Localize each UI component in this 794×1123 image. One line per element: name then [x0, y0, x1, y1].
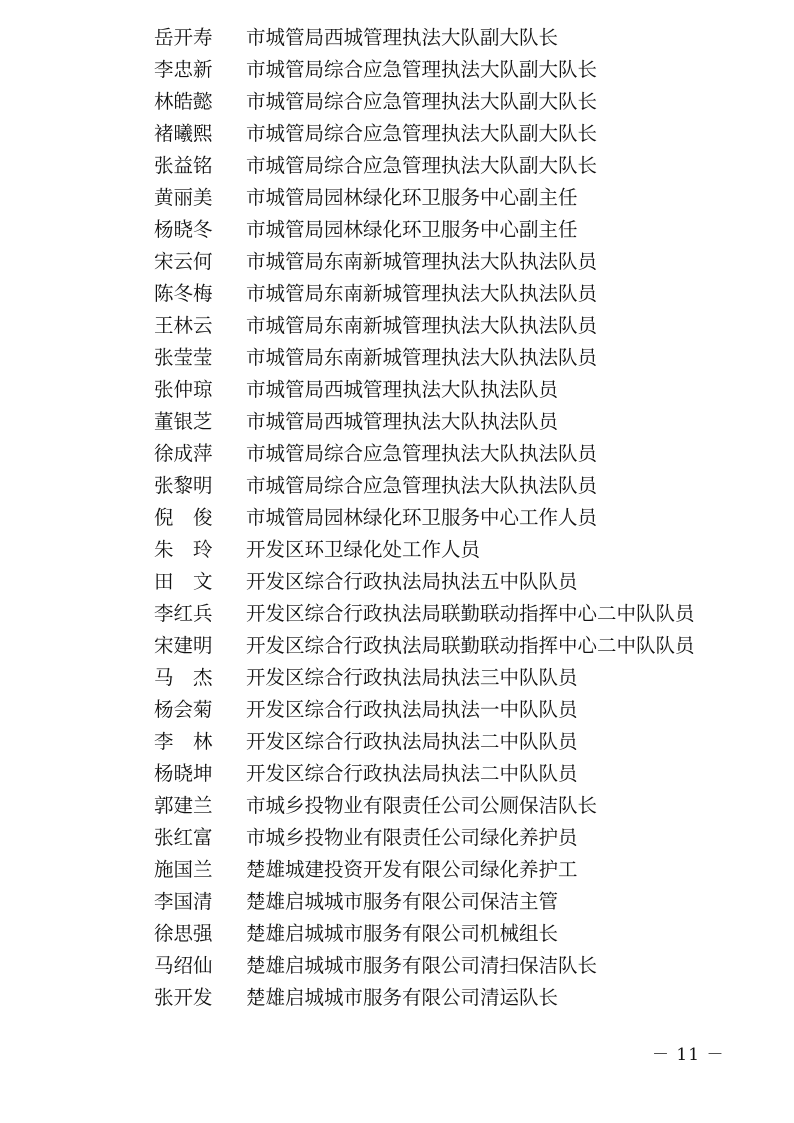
person-name: 宋建明 — [154, 634, 213, 657]
person-title: 市城管局东南新城管理执法大队执法队员 — [246, 346, 598, 369]
person-title: 楚雄城建投资开发有限公司绿化养护工 — [246, 858, 578, 881]
person-name: 张红富 — [154, 826, 213, 849]
list-item — [154, 214, 674, 246]
person-title: 开发区综合行政执法局执法二中队队员 — [246, 762, 578, 785]
list-item — [154, 150, 674, 182]
list-item — [154, 374, 674, 406]
list-item — [154, 982, 674, 1014]
list-item — [154, 310, 674, 342]
person-title: 楚雄启城城市服务有限公司清扫保洁队长 — [246, 954, 598, 977]
person-name: 杨会菊 — [154, 698, 213, 721]
list-item — [154, 630, 695, 662]
list-item — [154, 246, 674, 278]
list-item — [154, 662, 674, 694]
list-item — [154, 534, 674, 566]
person-title: 市城管局园林绿化环卫服务中心副主任 — [246, 218, 578, 241]
person-title: 市城管局园林绿化环卫服务中心工作人员 — [246, 506, 598, 529]
list-item — [154, 182, 674, 214]
person-title: 市城管局西城管理执法大队副大队长 — [246, 26, 559, 49]
list-item — [154, 854, 674, 886]
person-name: 马绍仙 — [154, 954, 213, 977]
list-item — [154, 790, 674, 822]
list-item — [154, 342, 674, 374]
person-name: 宋云何 — [154, 250, 213, 273]
list-item — [154, 470, 674, 502]
person-name: 朱 玲 — [154, 538, 213, 561]
person-name: 李忠新 — [154, 58, 213, 81]
person-name: 张开发 — [154, 986, 213, 1009]
person-name: 董银芝 — [154, 410, 213, 433]
person-name: 倪 俊 — [154, 506, 213, 529]
person-name: 张黎明 — [154, 474, 213, 497]
person-title: 市城管局东南新城管理执法大队执法队员 — [246, 282, 598, 305]
page-number: － 11 － — [652, 1045, 725, 1065]
person-title: 楚雄启城城市服务有限公司清运队长 — [246, 986, 559, 1009]
person-title: 市城乡投物业有限责任公司公厕保洁队长 — [246, 794, 598, 817]
person-title: 市城管局综合应急管理执法大队副大队长 — [246, 154, 598, 177]
list-item — [154, 86, 674, 118]
person-name: 施国兰 — [154, 858, 213, 881]
person-name: 郭建兰 — [154, 794, 213, 817]
list-item — [154, 598, 695, 630]
person-name: 李国清 — [154, 890, 213, 913]
list-item — [154, 118, 674, 150]
person-name: 杨晓坤 — [154, 762, 213, 785]
person-title: 市城管局综合应急管理执法大队执法队员 — [246, 442, 598, 465]
list-item — [154, 726, 674, 758]
person-name: 林皓懿 — [154, 90, 213, 113]
list-item — [154, 694, 674, 726]
person-title: 开发区环卫绿化处工作人员 — [246, 538, 481, 561]
person-title: 市城管局综合应急管理执法大队执法队员 — [246, 474, 598, 497]
person-name: 黄丽美 — [154, 186, 213, 209]
list-item — [154, 22, 674, 54]
person-title: 市城管局西城管理执法大队执法队员 — [246, 410, 559, 433]
person-name: 陈冬梅 — [154, 282, 213, 305]
person-name: 徐成萍 — [154, 442, 213, 465]
list-item — [154, 406, 674, 438]
person-title: 市城乡投物业有限责任公司绿化养护员 — [246, 826, 578, 849]
person-name: 张莹莹 — [154, 346, 213, 369]
list-item — [154, 822, 674, 854]
list-item — [154, 566, 674, 598]
name-title-list — [154, 22, 695, 1014]
person-title: 市城管局综合应急管理执法大队副大队长 — [246, 58, 598, 81]
person-title: 开发区综合行政执法局联勤联动指挥中心二中队队员 — [246, 634, 695, 657]
person-name: 李 林 — [154, 730, 213, 753]
list-item — [154, 502, 674, 534]
person-name: 张益铭 — [154, 154, 213, 177]
person-title: 开发区综合行政执法局执法五中队队员 — [246, 570, 578, 593]
list-item — [154, 54, 674, 86]
person-title: 开发区综合行政执法局执法二中队队员 — [246, 730, 578, 753]
person-title: 开发区综合行政执法局联勤联动指挥中心二中队队员 — [246, 602, 695, 625]
person-title: 市城管局东南新城管理执法大队执法队员 — [246, 314, 598, 337]
list-item — [154, 950, 674, 982]
person-title: 开发区综合行政执法局执法一中队队员 — [246, 698, 578, 721]
list-item — [154, 438, 674, 470]
person-name: 王林云 — [154, 314, 213, 337]
person-title: 市城管局综合应急管理执法大队副大队长 — [246, 90, 598, 113]
person-name: 岳开寿 — [154, 26, 213, 49]
person-name: 李红兵 — [154, 602, 213, 625]
person-title: 楚雄启城城市服务有限公司机械组长 — [246, 922, 559, 945]
list-item — [154, 886, 674, 918]
person-name: 褚曦熙 — [154, 122, 213, 145]
person-name: 田 文 — [154, 570, 213, 593]
person-name: 徐思强 — [154, 922, 213, 945]
person-title: 市城管局综合应急管理执法大队副大队长 — [246, 122, 598, 145]
person-title: 市城管局园林绿化环卫服务中心副主任 — [246, 186, 578, 209]
list-item — [154, 278, 674, 310]
person-title: 开发区综合行政执法局执法三中队队员 — [246, 666, 578, 689]
person-title: 市城管局东南新城管理执法大队执法队员 — [246, 250, 598, 273]
person-name: 马 杰 — [154, 666, 213, 689]
person-title: 市城管局西城管理执法大队执法队员 — [246, 378, 559, 401]
person-name: 杨晓冬 — [154, 218, 213, 241]
person-title: 楚雄启城城市服务有限公司保洁主管 — [246, 890, 559, 913]
list-item — [154, 918, 674, 950]
person-name: 张仲琼 — [154, 378, 213, 401]
list-item — [154, 758, 674, 790]
